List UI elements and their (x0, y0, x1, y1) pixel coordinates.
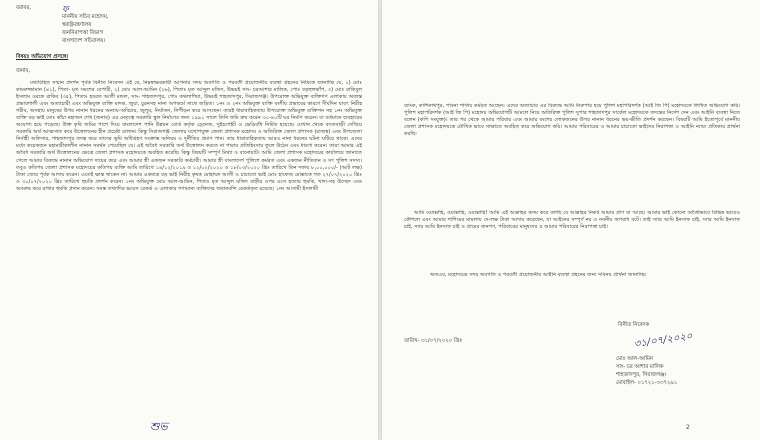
recipient-line-3: জননিরাপত্তা বিভাগ (62, 30, 104, 36)
sender-address-line-1: সাং- চর আশার মালিক (616, 364, 664, 370)
document-page-left (0, 0, 378, 440)
salutation: জনাব, (16, 68, 31, 74)
sender-mobile: মোবাইল- ০১৭২১-৩৩৭২৯১ (616, 380, 678, 386)
recipient-line-2: স্বরাষ্ট্রমন্ত্রণালয় (62, 22, 92, 28)
page-number: 2 (686, 424, 690, 431)
letter-body: যথাবিহিত সম্মান প্রদর্শন পূর্বক বিনীত নিবেদন এই যে, নিম্নস্বাক্ষরকারী আপনার সদয় অবগতি ও পরবর্তী প্রয়োজনীয় ব্যবস্থা গ্রহনের নিমিত্তে জানাচ্ছি যে, ১) মোঃ কামরুজ্জামান (৪১), পিতা- মৃত সমশের বেপারী, ২) মোঃ আল-আমিন (২৬), পিতাঃ মৃত আব্দুল মজিদ, উভয়ই সাং- চরআশার মালিক, পোঃ বড়হুলঝাঁপ, ৩) মোঃ রাকিবুল ইসলাম ওরফে রাকিব (৩৫), পিতাঃ হযরত আলী মন্ডল, সাং- শাহজাদপুর, পোঃ কথলাশিয়া, উভয়ই শাহজাদপুর, সিরাজগঞ্জ। উপরোক্ত অভিযুক্ত ব্যক্তিগণ এলাকায় অত্যন্ত প্রভাবশালী এবং অত্যাচারী এবং অভিযুক্ত ব্যক্তি মাদক, জুয়া, চুরনসহ নানা অপকর্মে সাথে জড়িত। ১নং ও ২নং অভিযুক্ত ব্যক্তি বংশীয় প্রভাবের কারণে দীর্ঘদিন যাবৎ নিরীহ গরীব, অসহায় মানুষের উপর নানান ধরনের অন্যায়-অবিচার, জুলুম, নির্যাতন, নিপীড়ন করে আসছেন। তারই ধারাবাহিকতায় উপরোক্ত অভিযুক্ত ব্যক্তিগন সহ ১নং অভিযুক্ত ব্যক্তি বড় ভাই মোঃ কাঁচা মহাজন শেখ (জনাব) এর নেতৃত্বে সরকারি স্কুল নির্মাণের জন্য ১৯৯১ সালে তিনি জমি ক্রয় করেন ৩০-৪০টি ঘর নির্মাণ করেন। যা বর্তমানে ব্যবহারের অযোগ্য হয়ে পড়েছে। উক্ত কৃষি জমির পাশে দিয়ে বাংলাদেশ পানি উন্নয়ন বোর্ড কর্তৃক ড্রেনেজ, সুইচগেইট ও ভেড়িবাঁধ নির্মিত হয়েছে। যেখান থেকে বসতবাড়ী দেখিয়ে সরকারি অর্থ আত্মসাত করে উত্তোলনের হীন প্রচেষ্টা চালান। কিন্তু সিরাজগঞ্জ জেলার যথোপযুক্ত জেলা প্রশাসক মহোদয় ও অতিরিক্ত জেলা প্রশাসক (রাজস্ব) এবং উপজেলা নির্বাহী অফিসার, শাহজাদপুর তদন্ত করে তাদের ভূমি অধিগ্রহণ সংক্রান্ত অনিয়ম ও দুর্নীতির প্রমাণ পান। তার ধারাবাহিকতায় আরও নানা ধরনের ঘটনা ঘটিয়ে থাকে। এদের মধ্যে কয়েকজন মহামারীকালীন নানান সমর্থন পেয়েছিল যে। এই অবৈধ সরকারি অর্থ উত্তোলন করতে না পারায় প্রতিহিংসায় ফুলে উঠেন এবং ধারণা করেন। তারা আমার এই অবৈধ সরকারি অর্থ উত্তোলনের ক্ষেত্রে জেলা প্রশাসক মহোদয়কে অবহিত করেছি। কিন্তু বিষয়টি সম্পূর্ণ মিথ্যা ও বানোয়াট। আমি জেলা প্রশাসক মহোদয়ের কার্যালয়ে জানাতে গেলে আমার বিরুদ্ধে নানান অভিযোগ দায়ের করে এবং আমার স্ত্রী একজন সরকারি কর্মচারী। আমার স্ত্রী বাংলাদেশ পুলিশে কর্মরত এবং একজন নীতিবান ও সৎ পুলিশ সদস্য। তবুও কতিপয় জেলা প্রশাসক মহোদয়ের কতিপয় ব্যক্তি আমি তারিখে ১৪/১২/২০১৯ ও ১২/০২/২০২০ ও ১৮/০৩/২০২০ খ্রিঃ তারিখে তিন দফায় ৮,০০,০০০/- (আট লক্ষ) টাকা জোর পূর্বক আদায় করেন। এতেই ক্ষান্ত থাকেন না। আমার একমাত্র বড় ভাই নিরীহ কৃষক মোহাম্মদ আলী ও চাচাতো ভাই মোঃ হাফেজ মোল্লাকে গত ২৭/০৭/২০২০ খ্রিঃ ও ৩০/০৭/২০২০ খ্রিঃ তারিখে হুমকি প্রদর্শন করেন। ১নং অভিযুক্ত মোঃ আল-আমিন, পিতাঃ মৃত আব্দুল মজিদ বাড়ীর ওপর এসে হত্যার হুমকি, খাদ্য-সহ উচ্ছেদ এবং অবরুদ্ধ করে রাখার হুমকি প্রদান করেন। সমস্ত তথ্যাদির ভয়েস রেকর্ড এ এলাকার গণ্যমান্য ব্যক্তিদের জবানবন্দি রেকর্ডকৃত রয়েছে। ১নং আসামী ইসলামী (16, 80, 362, 192)
body-paragraph-2: আমি ওয়াল্লাহি, ওয়াল্লাহি, ওয়াল্লাহি! আমি এই আল্লাহর কসম করে বলছি যে আল্লাহর নিকট আমার প্রাণ যা আছে। আমার ভাই কোনো অবৈধভাবে বিভিন্ন ভাবেও কৌশলে এবং আমার শাশিমের মামলায় দে-লক্ষ টাকা আদায় করেছেন, যা আইনের সম্পূর্ণ নর ও নবনীয় অপরাধ বটে। তাই স্যার আমি ইনসাফ চাই, স্যার আমি ইনসাফ চাই, স্যার আমি ইনসাফ চাই ও গ্রামের জনগণ, পরিবারের মানুষদের ও আমার পরিবারের নিরাপত্তা চাই। (404, 210, 740, 231)
recipient-line-1: মাননীয় সচিব মহোদয়, (62, 14, 109, 20)
sender-name: মোঃ আল-আমিন (616, 356, 653, 362)
sender-address-line-2: শাহজাদপুর, সিরাজগঞ্জ। (616, 372, 667, 378)
letter-date: তারিখ- ৩১/০৭/২০২০ খ্রিঃ (404, 338, 463, 344)
handwritten-signature: ৩১/০৭/২০২০ (633, 330, 694, 351)
recipient-line-4: বাংলাদেশ সচিবালয়। (62, 38, 106, 44)
initial-mark: ফ (62, 5, 69, 15)
footer-signature: শুভ (150, 420, 168, 433)
to-label: বরাবর, (16, 5, 31, 11)
body-paragraph-1: ব্যাংক, কাশিনাথপুর, পাবনা শাখায় কর্মরত আছেন। এদের অত্যাচার এর বিরুদ্ধে আমি নিরুপায় হয়ে পুলিশ মহাপরিদর্শক (আই জি পি) মহোদয়কে লিখিত অভিযোগ করি। পুলিশ মহাপরিদর্শক (আই জি পি) মহোদয় অভিযোগটি আমলে নিয়ে অতিরিক্ত পুলিশ সুপার শাহজাদপুর সার্কেল মহোদয়কে তদন্তের নির্দেশ দেন এবং আইনি ব্যবস্থা নিতে বলেন (কপি সংযুক্ত)। তার পর থেকে আমার পরিবার এবং আমার বংশের লোকজনের উপর নানান ধরনের ভয়-ভীতি প্রদর্শন করছেন। বিষয়টি আমি ইতোপূর্বে মাননীয় জেলা প্রশাসক মহোদয়কে মৌখিক ভাবে সাক্ষাতে অবহিত করে অভিযোগ করি। আমার পরিবারের ও আমার চাচাতো ভাইদের নিরাপত্তা ও আইনি ন্যায্য প্রতিকার প্রার্থনা করছি। (404, 103, 740, 138)
subject-line: বিষয়ঃ অভিযোগ প্রসঙ্গে। (16, 54, 69, 60)
closing-text: বিনীত নিবেদক (618, 322, 650, 328)
document-page-right (382, 0, 760, 440)
body-paragraph-3: অতএব, মহোদয়ের সদয় অবগতি ও পরবর্তী প্রয়োজনীয় আইনি ব্যবস্থা গ্রহনের জন্য সবিনয় প্রার্থনা জানাচ্ছি। (430, 272, 647, 278)
